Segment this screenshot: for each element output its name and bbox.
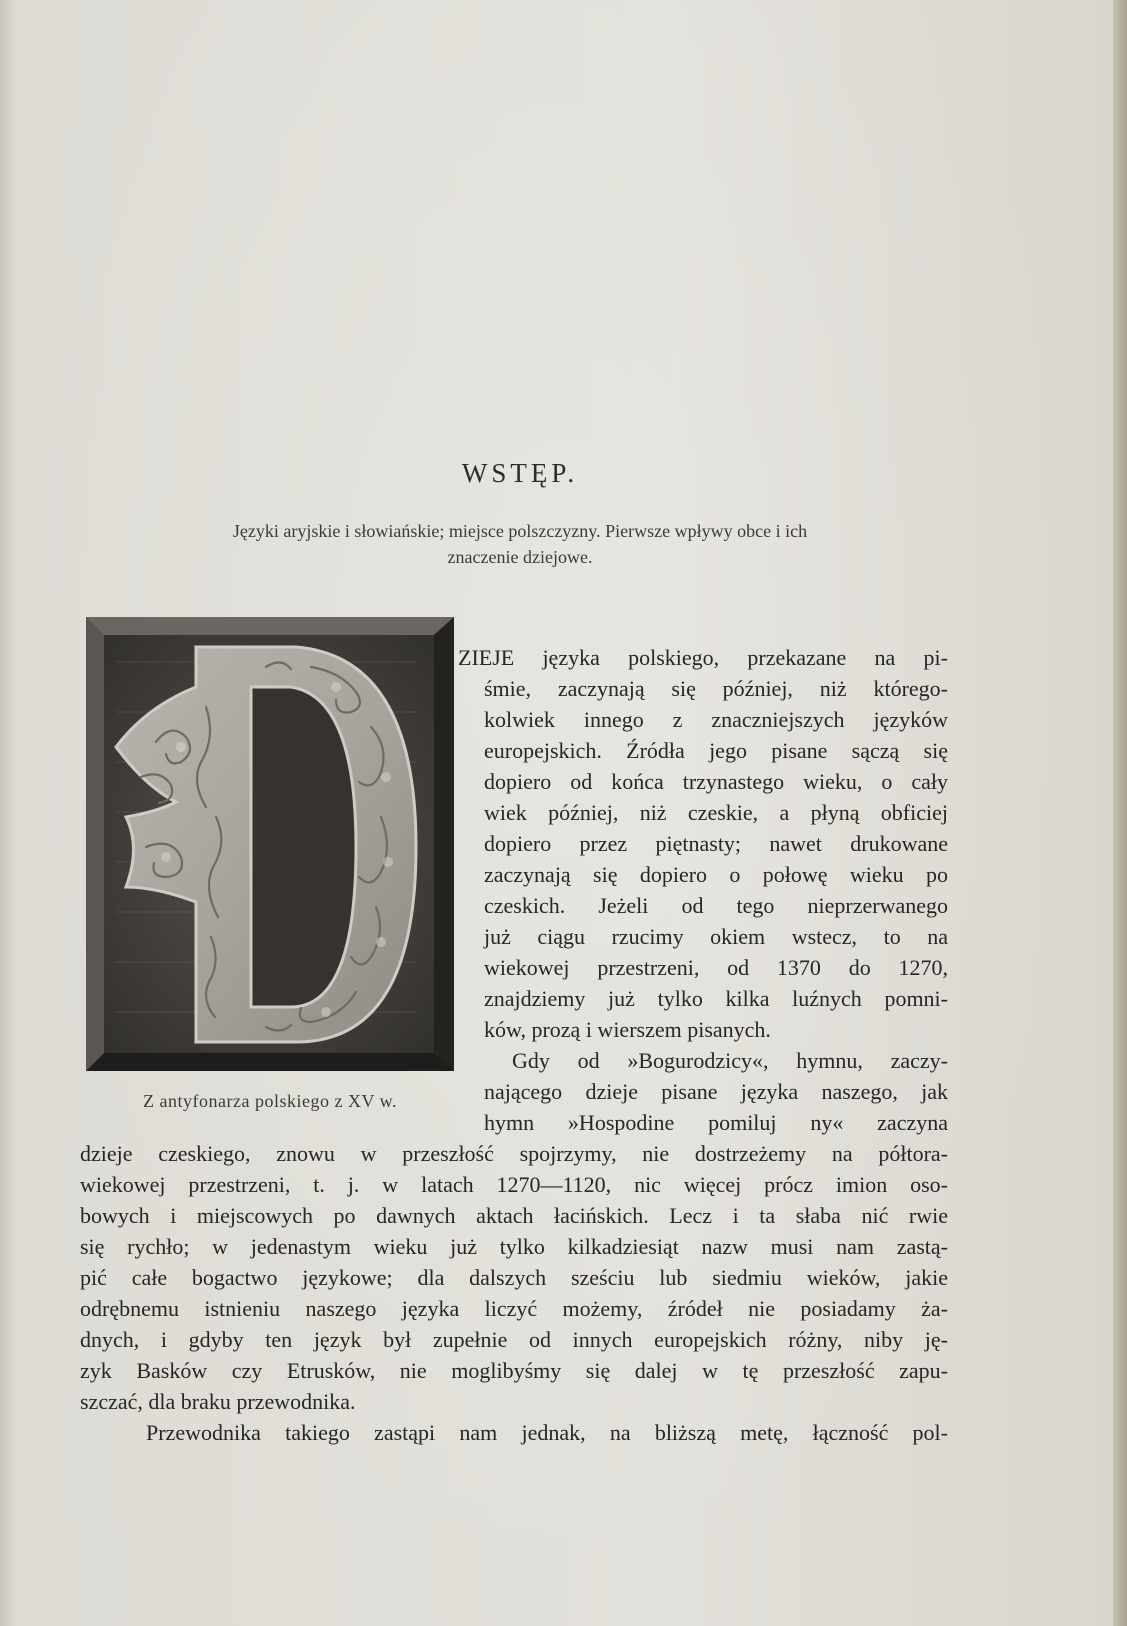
chapter-summary-line-1: Języki aryjskie i słowiańskie; miejsce polszczyzny. Pierwsze wpływy obce i ich (232, 521, 808, 541)
text-line: kolwiek innego z znaczniejszych języków (484, 707, 948, 732)
text-line: znajdziemy już tylko kilka luźnych pomni- (484, 986, 948, 1011)
text-line: bowych i miejscowych po dawnych aktach łacińskich. Lecz i ta słaba nić rwie (80, 1203, 948, 1228)
text-line: wiekowej przestrzeni, od 1370 do 1270, (484, 955, 948, 980)
text-line: zaczynają się dopiero o połowę wieku po (484, 862, 948, 887)
text-line: wiekowej przestrzeni, t. j. w latach 1270—1120, nic więcej prócz imion oso- (80, 1172, 948, 1197)
ornamental-letter-d-icon (86, 617, 454, 1071)
text-line: Gdy od »Bogurodzicy«, hymnu, zaczy- (512, 1048, 948, 1073)
text-line: ZIEJE języka polskiego, przekazane na pi- (458, 645, 948, 670)
text-line: hymn »Hospodine pomiluj ny« zaczyna (484, 1110, 948, 1135)
text-line: już ciągu rzucimy okiem wstecz, to na (484, 924, 948, 949)
text-line: dzieje czeskiego, znowu w przeszłość spojrzymy, nie dostrzeżemy na półtora- (80, 1141, 948, 1166)
decorated-initial-illustration (86, 617, 454, 1071)
text-line: Przewodnika takiego zastąpi nam jednak, na bliższą metę, łączność pol- (146, 1420, 948, 1445)
page-edge (1113, 0, 1127, 1626)
chapter-summary-line-2: znaczenie dziejowe. (447, 547, 593, 567)
text-line: śmie, zaczynają się później, niż którego- (484, 676, 948, 701)
text-line: dopiero od końca trzynastego wieku, o cały (484, 769, 948, 794)
text-line: czeskich. Jeżeli od tego nieprzerwanego (484, 893, 948, 918)
text-line: odrębnemu istnieniu naszego języka liczyć możemy, źródeł nie posiadamy ża- (80, 1296, 948, 1321)
text-line: pić całe bogactwo językowe; dla dalszych sześciu lub siedmiu wieków, jakie (80, 1265, 948, 1290)
text-line: europejskich. Źródła jego pisane sączą się (484, 738, 948, 763)
chapter-heading: WSTĘP. (461, 458, 579, 488)
text-line: nającego dzieje pisane języka naszego, jak (484, 1079, 948, 1104)
text-line: wiek później, niż czeskie, a płyną obficiej (484, 800, 948, 825)
text-line: ków, prozą i wierszem pisanych. (484, 1017, 771, 1042)
illustration-caption: Z antyfonarza polskiego z XV w. (143, 1091, 397, 1111)
text-line: zyk Basków czy Etrusków, nie moglibyśmy się dalej w tę przeszłość zapu- (80, 1358, 948, 1383)
text-line: dopiero przez piętnasty; nawet drukowane (484, 831, 948, 856)
text-line: się rychło; w jedenastym wieku już tylko kilkadziesiąt nazw musi nam zastą- (80, 1234, 948, 1259)
text-line: dnych, i gdyby ten język był zupełnie od innych europejskich różny, niby ję- (80, 1327, 948, 1352)
chapter-summary (140, 518, 900, 570)
text-line: szczać, dla braku przewodnika. (80, 1389, 356, 1414)
